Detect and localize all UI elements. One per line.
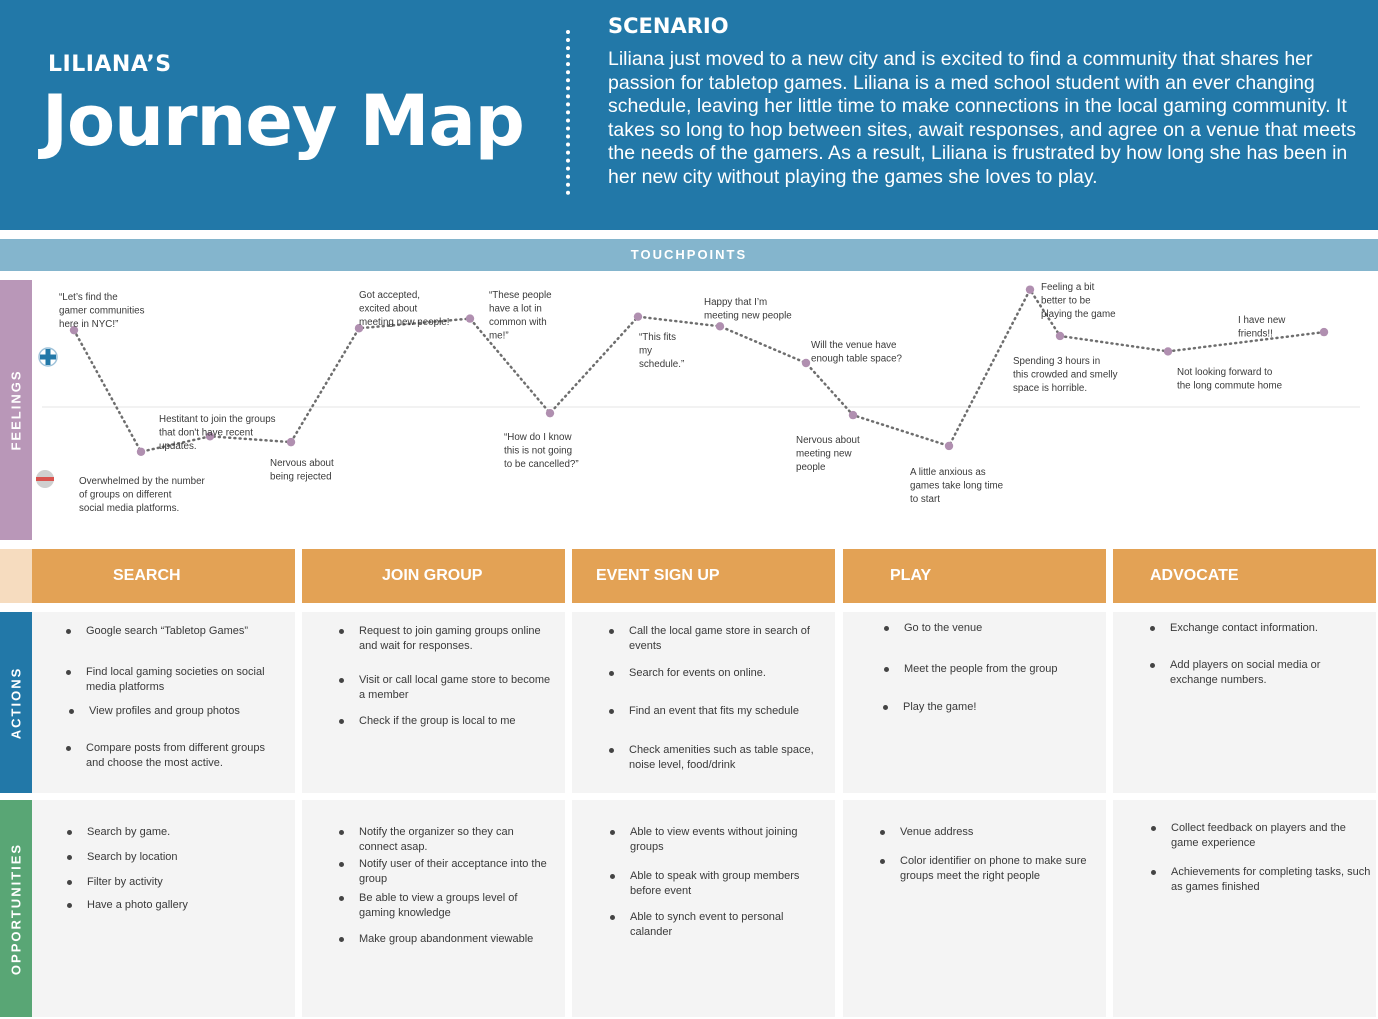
list-item: Venue address: [900, 825, 1100, 840]
list-item: Go to the venue: [904, 621, 1099, 636]
stage-join-group: [302, 549, 565, 603]
opportunities-advocate-cell: [1113, 800, 1376, 1017]
list-item: Achievements for completing tasks, such as games finished: [1171, 866, 1371, 893]
feeling-label: Got accepted, excited about meeting new people!: [359, 290, 450, 328]
feeling-label: Spending 3 hours in this crowded and smelly space is horrible.: [1013, 356, 1118, 394]
list-item: Have a photo gallery: [87, 898, 282, 913]
stage-search: [32, 549, 295, 603]
feeling-point: [634, 312, 642, 320]
list-item: Call the local game store in search of events: [629, 624, 829, 653]
list-item: Search by location: [87, 850, 282, 865]
list-item: Meet the people from the group: [904, 662, 1099, 677]
feelings-label: FEELINGS: [8, 369, 24, 451]
stage-label: JOIN GROUP: [382, 567, 483, 584]
list-item: Notify user of their acceptance into the group: [359, 857, 554, 886]
feeling-label: Will the venue have enough table space?: [811, 340, 902, 365]
stage-label: ADVOCATE: [1150, 567, 1239, 584]
actions-label: ACTIONS: [8, 666, 24, 739]
scenario-text: Liliana just moved to a new city and is excited to find a community that shares her passion for tabletop games. Liliana is a med school student with an ever changing schedule, leaving her little time to make connections in the local gaming community. It takes so long to hop between sites, await responses, and agree on a venue that meets the needs of the gamers. As a result, Liliana is frustrated by how long she has been in her new city without playing the games she loves to play.: [608, 48, 1356, 188]
stage-event-sign-up: [572, 549, 835, 603]
list-item: Play the game!: [903, 700, 1098, 715]
list-item: Able to view events without joining groups: [630, 825, 825, 854]
header-banner: [0, 0, 1378, 230]
list-item: Exchange contact information.: [1170, 621, 1370, 636]
scenario-label: SCENARIO: [608, 14, 729, 38]
feeling-point: [716, 322, 724, 330]
list-item: Check amenities such as table space, noise level, food/drink: [629, 743, 829, 772]
feeling-point: [849, 411, 857, 419]
list-item: Search by game.: [87, 825, 282, 840]
list-item: Able to speak with group members before event: [630, 869, 825, 898]
opportunities-search-cell: [32, 800, 295, 1017]
opportunities-event-sign-up-cell: [572, 800, 835, 1017]
actions-play-cell: [843, 612, 1106, 793]
actions-event-sign-up-cell: [572, 612, 835, 793]
feeling-label: Nervous about meeting new people: [796, 435, 860, 473]
feelings-labels: [59, 282, 1286, 514]
feeling-point: [802, 359, 810, 367]
list-item: Collect feedback on players and the game experience: [1171, 821, 1371, 850]
feeling-point: [1056, 332, 1064, 340]
opportunities-play-cell: [843, 800, 1106, 1017]
feeling-label: A little anxious as games take long time to start: [910, 467, 1004, 505]
list-item: Check if the group is local to me: [359, 714, 554, 729]
feeling-label: I have new friends!!: [1238, 315, 1286, 340]
actions-side-label: [0, 612, 32, 793]
dotted-divider: [566, 30, 570, 195]
stage-advocate: [1113, 549, 1376, 603]
feeling-point: [466, 314, 474, 322]
feeling-label: “How do I know this is not going to be cancelled?”: [504, 432, 579, 470]
opportunities-label: OPPORTUNITIES: [8, 842, 24, 975]
list-item: Color identifier on phone to make sure groups meet the right people: [900, 854, 1100, 883]
feeling-label: Not looking forward to the long commute home: [1177, 367, 1283, 392]
list-item: Visit or call local game store to become a member: [359, 673, 554, 702]
plus-icon: [39, 348, 57, 366]
list-item: Find local gaming societies on social media platforms: [86, 665, 286, 694]
feelings-chart: [0, 278, 1378, 542]
actions-search-cell: [32, 612, 295, 793]
persona-name: LILIANA’S: [48, 52, 172, 77]
feeling-point: [1320, 328, 1328, 336]
stage-label: EVENT SIGN UP: [596, 567, 720, 584]
feeling-point: [945, 442, 953, 450]
list-item: Filter by activity: [87, 875, 282, 890]
list-item: Add players on social media or exchange numbers.: [1170, 658, 1370, 687]
list-item: Find an event that fits my schedule: [629, 704, 829, 719]
stage-label: PLAY: [890, 567, 932, 584]
stage-play: [843, 549, 1106, 603]
actions-advocate-cell: [1113, 612, 1376, 793]
feeling-point: [1026, 285, 1034, 293]
feeling-label: “Let’s find the gamer communities here in NYC!”: [59, 292, 145, 330]
list-item: Able to synch event to personal calander: [630, 910, 825, 939]
feeling-point: [137, 448, 145, 456]
minus-icon: [36, 470, 54, 488]
list-item: View profiles and group photos: [89, 704, 284, 719]
list-item: Make group abandonment viewable: [359, 932, 554, 947]
feeling-label: Hestitant to join the groups that don't have recent updates.: [159, 414, 276, 452]
feeling-label: Overwhelmed by the number of groups on different social media platforms.: [79, 476, 205, 514]
feeling-point: [1164, 347, 1172, 355]
feeling-point: [546, 409, 554, 417]
list-item: Google search “Tabletop Games”: [86, 624, 286, 639]
touchpoints-bar: TOUCHPOINTS: [0, 239, 1378, 271]
page-title: Journey Map: [42, 80, 524, 162]
feeling-label: “These people have a lot in common with me!”: [489, 290, 552, 342]
list-item: Request to join gaming groups online and wait for responses.: [359, 624, 554, 653]
opportunities-join-group-cell: [302, 800, 565, 1017]
stage-label: SEARCH: [113, 567, 181, 584]
feeling-label: Nervous about being rejected: [270, 458, 334, 483]
feelings-points: [70, 285, 1328, 456]
list-item: Compare posts from different groups and choose the most active.: [86, 741, 286, 770]
feeling-label: Feeling a bit better to be playing the game: [1041, 282, 1116, 320]
feeling-label: “This fits my schedule.”: [639, 332, 685, 370]
actions-join-group-cell: [302, 612, 565, 793]
list-item: Notify the organizer so they can connect asap.: [359, 825, 554, 854]
stage-row-marker: [0, 549, 32, 603]
feeling-point: [287, 438, 295, 446]
feelings-curve: [74, 290, 1324, 452]
list-item: Search for events on online.: [629, 666, 829, 681]
opportunities-side-label: [0, 800, 32, 1017]
list-item: Be able to view a groups level of gaming knowledge: [359, 891, 554, 920]
feeling-label: Happy that I’m meeting new people: [704, 297, 792, 322]
